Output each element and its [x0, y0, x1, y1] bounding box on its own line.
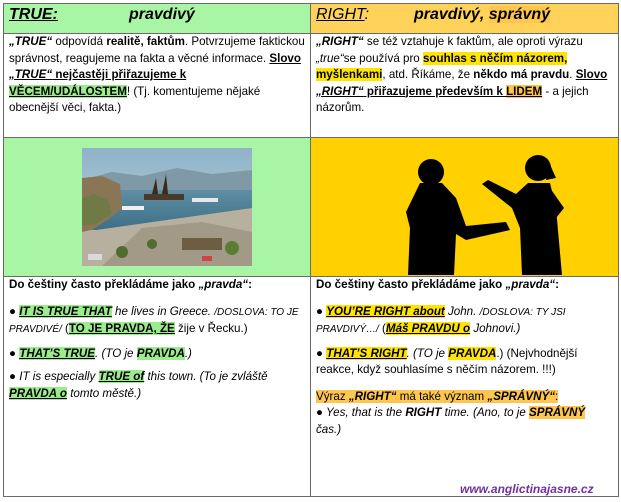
website-link[interactable]: www.anglictinajasne.cz — [460, 482, 594, 496]
right-intro-cell — [311, 34, 619, 138]
true-header-cell — [4, 4, 311, 34]
true-example-1: ● IT IS TRUE THAT he lives in Greece. /DOSLOVA: TO JE PRAVDIVÉ/ (TO JE PRAVDA, ŽE žije v Řecku.) — [9, 304, 299, 335]
right-header-translation-a: pravdivý, — [414, 6, 485, 23]
true-examples-heading: Do češtiny často překládáme jako „pravda“: — [9, 278, 252, 291]
right-example-2: ● THAT’S RIGHT. (TO je PRAVDA.) (Nejvhodnější reakce, když souhlasíme s něčím názorem. !!!) — [316, 346, 578, 376]
right-header-word: RIGHT — [316, 6, 365, 23]
true-illustration-cell — [4, 138, 311, 277]
true-intro-cell — [4, 34, 311, 138]
harbor-photo — [9, 138, 314, 275]
comparison-table — [3, 3, 619, 497]
right-example-3: Výraz „RIGHT“ má také význam „SPRÁVNÝ“: ● Yes, that is the RIGHT time. (Ano, to je SPRÁVNÝ čas.) — [316, 389, 586, 436]
right-examples-heading: Do češtiny často překládáme jako „pravda“: — [316, 278, 559, 291]
right-examples-cell — [311, 277, 619, 497]
true-header-translation: pravdivý — [129, 6, 195, 23]
right-intro-text: „RIGHT“ se též vztahuje k faktům, ale oproti výrazu „true“se používá pro souhlas s něčím názorem, myšlenkami, atd. Říkáme, že někdo má pravdu. Slovo „RIGHT“ přiřazujeme především k LIDEM - a jejich názorům. — [316, 35, 608, 114]
right-example-1: ● YOU’RE RIGHT about John. /DOSLOVA: TY JSI PRAVDIVÝ…/ (Máš PRAVDU o Johnovi.) — [316, 304, 566, 335]
true-example-3: ● IT is especially TRUE of this town. (To je zvláště PRAVDA o tomto městě.) — [9, 370, 268, 400]
people-talking-silhouette — [316, 138, 621, 275]
true-example-2: ● THAT’S TRUE. (TO je PRAVDA.) — [9, 346, 192, 360]
right-header-translation-b: správný — [488, 6, 551, 23]
true-intro-text: „TRUE“ odpovídá realitě, faktům. Potvrzujeme faktickou správnost, reagujeme na fakta a věcné informace. Slovo „TRUE“ nejčastěji přiřazujeme k VĚCEM/UDÁLOSTEM! (Tj. komentujeme nějaké obecnější věci, fakta.) — [9, 35, 305, 114]
true-examples-cell — [4, 277, 311, 497]
true-header-word: TRUE: — [9, 6, 58, 23]
right-header-cell: RIGHT: pravdivý, správný — [311, 4, 619, 34]
right-illustration-cell — [311, 138, 619, 277]
